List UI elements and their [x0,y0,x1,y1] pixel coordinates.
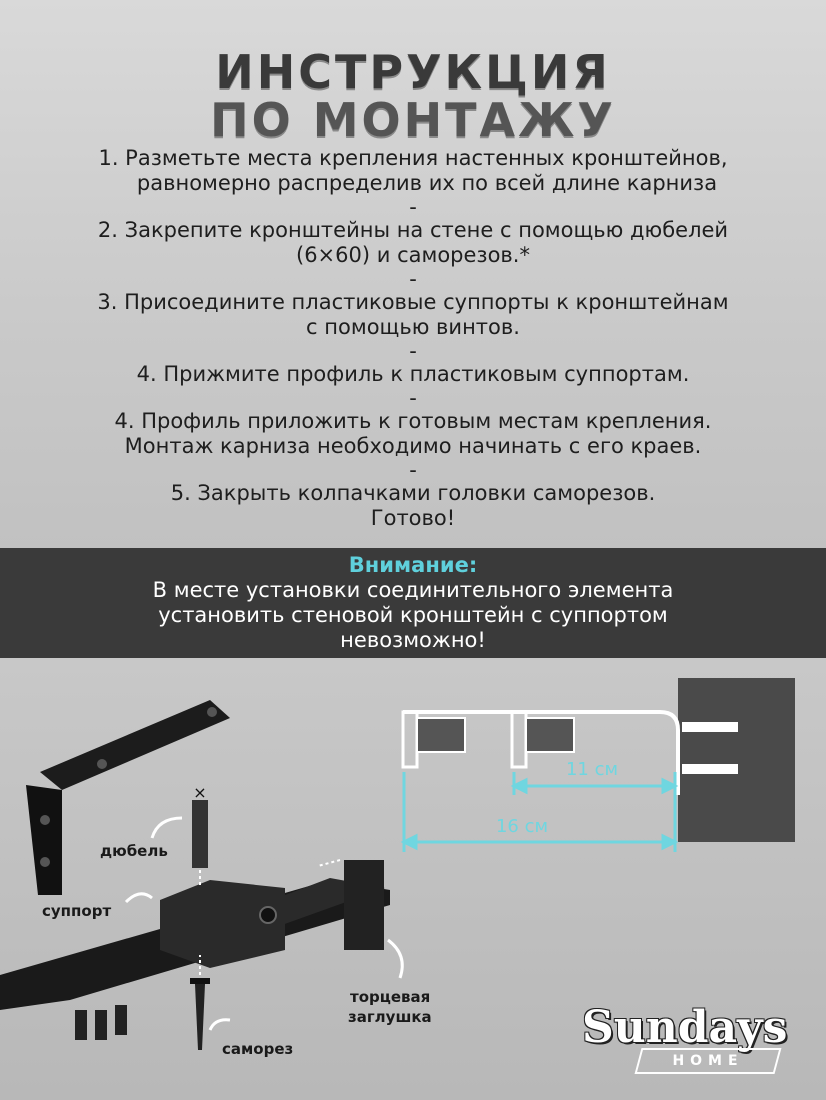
separator: - [409,339,417,363]
separator: - [409,458,417,482]
profile-wall [512,712,526,767]
step-line: с помощью винтов. [306,315,520,339]
step-line: 3. Присоедините пластиковые суппорты к кронштейнам [97,290,729,314]
label-end-cap-1: торцевая [350,988,431,1006]
label-end-cap-2: заглушка [348,1008,432,1026]
end-cap [344,860,384,950]
warning-heading: Внимание: [348,553,478,577]
runner-2 [526,718,574,752]
title-line-1: ИНСТРУКЦИЯ [215,45,611,99]
brand-name: Sundays [582,1002,788,1053]
step-line: равномерно распределив их по всей длине карниза [136,171,718,195]
step-line: 4. Профиль приложить к готовым местам крепления. [114,409,712,433]
step-line: 2. Закрепите кронштейны на стене с помощью дюбелей [97,218,729,242]
runner-1 [417,718,465,752]
step-line: 1. Разметьте места крепления настенных кронштейнов, [98,146,728,170]
label-support: суппорт [42,902,112,920]
title-line-2: ПО МОНТАЖУ [210,93,616,147]
screw-icon [190,978,210,1050]
separator: - [409,267,417,291]
brand-sub-box [635,1048,782,1074]
dim-long-label: 16 см [495,816,549,837]
brand-sub: HOME [672,1053,744,1069]
profile-wall [403,712,417,767]
label-screw: саморез [222,1040,294,1058]
step-line: 5. Закрыть колпачками головки саморезов. [170,481,656,505]
separator: - [409,386,417,410]
step-line: Готово! [370,506,456,530]
support-block [160,880,285,968]
dowel-icon [192,783,208,868]
step-line: (6×60) и саморезов.* [296,243,530,267]
warning-line: установить стеновой кронштейн с суппортом [158,603,668,627]
svg-text:×: × [193,783,207,802]
warning-line: В месте установки соединительного элемента [152,578,674,602]
dimension-lines [404,772,675,852]
dim-short-label: 11 см [565,759,619,780]
warning-line: невозможно! [340,628,486,652]
brand-logo [582,1002,802,1082]
separator: - [409,195,417,219]
wall-block [678,678,795,842]
step-line: 4. Прижмите профиль к пластиковым суппортам. [136,362,690,386]
step-line: Монтаж карниза необходимо начинать с его краев. [124,434,702,458]
label-dowel: дюбель [100,842,168,860]
